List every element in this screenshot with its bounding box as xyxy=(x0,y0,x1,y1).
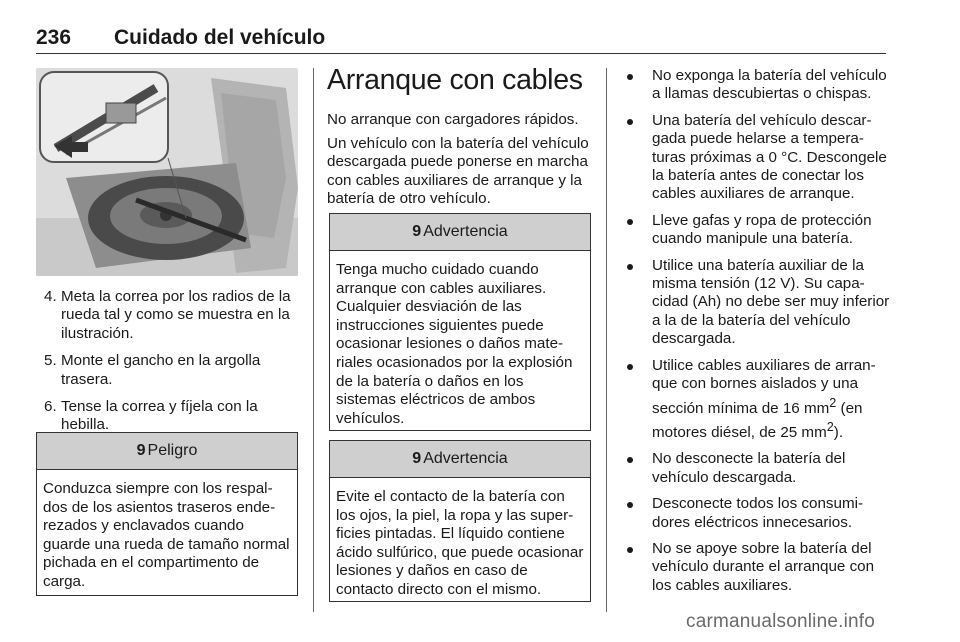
bullet-icon xyxy=(627,264,633,270)
bullet-icon xyxy=(627,457,633,463)
chapter-title: Cuidado del vehículo xyxy=(114,26,326,49)
superscript: 2 xyxy=(826,419,834,434)
bullet-icon xyxy=(627,219,633,225)
bullet-text: No se apoye sobre la batería del vehículo durante el arranque con los cables auxiliares. xyxy=(652,540,875,594)
list-item xyxy=(44,398,302,435)
bullet-text: Desconecte todos los consumidores eléctricos innecesarios. xyxy=(652,495,864,531)
warning-title: Advertencia xyxy=(423,450,508,467)
paragraph-no-fast-chargers: No arranque con cargadores rápidos. xyxy=(327,111,579,128)
bullet-text: Lleve gafas y ropa de protección cuando manipule una batería. xyxy=(652,211,872,248)
list-item xyxy=(620,540,890,595)
warning-title: Advertencia xyxy=(423,223,508,240)
list-item xyxy=(44,352,302,389)
paragraph-jump-start-intro: Un vehículo con la batería del vehículo descargada puede ponerse en marcha con cables auxiliares de arranque y la batería de otro vehículo. xyxy=(327,135,589,208)
bullet-text: Una batería del vehículo descargada puede helarse a temperaturas próximas a 0 °C. Descongele la batería antes de conectar los cables auxiliares de arranque. xyxy=(652,111,887,203)
section-title: Arranque con cables xyxy=(327,64,583,96)
bullet-text: No desconecte la batería del vehículo descargada. xyxy=(652,450,846,486)
step-number: 4. xyxy=(44,288,57,305)
list-item xyxy=(620,112,890,204)
bullet-text: Utilice una batería auxiliar de la misma tensión (12 V). Su capacidad (Ah) no debe ser muy inferior a la de la batería del vehículo descargada. xyxy=(652,256,890,348)
danger-text: Conduzca siempre con los respaldos de los asientos traseros enderezados y enclavados cuando guarde una rueda de tamaño normal pichada en el compartimento de carga. xyxy=(43,480,290,590)
spare-wheel-illustration xyxy=(36,68,298,276)
list-item xyxy=(620,257,890,349)
list-item xyxy=(620,67,890,104)
warning-icon: 9 xyxy=(136,442,146,459)
list-item xyxy=(620,357,890,443)
bullet-text-part: Utilice cables auxiliares de arranque con bornes aislados y una sección mínima de 16 mm xyxy=(652,356,876,417)
warning-icon: 9 xyxy=(412,450,422,467)
column-divider-2 xyxy=(606,68,607,612)
step-text: Monte el gancho en la argolla trasera. xyxy=(61,352,261,388)
bullet-text: No exponga la batería del vehículo a llamas descubiertas o chispas. xyxy=(652,67,887,103)
list-item xyxy=(44,288,302,343)
danger-box-header xyxy=(37,433,297,470)
warning-box-1 xyxy=(329,213,591,431)
cargo-area-photo xyxy=(36,68,298,276)
bullet-icon xyxy=(627,502,633,508)
watermark: carmanualsonline.info xyxy=(686,611,876,632)
bullet-icon xyxy=(627,119,633,125)
bullet-text-part: ). xyxy=(833,424,844,442)
bullet-icon xyxy=(627,74,633,80)
bullet-icon xyxy=(627,364,633,370)
warning-text: Tenga mucho cuidado cuando arranque con cables auxiliares. Cualquier desviación de las instrucciones siguientes puede ocasionar lesiones o daños materiales ocasionados por la explosión de la batería o daños en los sistemas eléctricos de ambos vehículos. xyxy=(336,261,573,427)
precaution-list xyxy=(620,67,890,603)
step-list xyxy=(44,288,302,444)
danger-title: Peligro xyxy=(147,442,198,459)
step-text: Meta la correa por los radios de la rueda tal y como se muestra en la ilustración. xyxy=(61,288,291,342)
list-item xyxy=(620,212,890,249)
bullet-icon xyxy=(627,547,633,553)
list-item xyxy=(620,450,890,487)
superscript: 2 xyxy=(829,395,837,410)
warning-box-2 xyxy=(329,440,591,602)
column-divider-1 xyxy=(313,68,314,612)
list-item xyxy=(620,495,890,532)
step-number: 5. xyxy=(44,352,57,370)
warning-box-header xyxy=(330,214,590,251)
step-text: Tense la correa y fíjela con la hebilla. xyxy=(61,398,258,434)
warning-icon: 9 xyxy=(412,223,422,240)
warning-text: Evite el contacto de la batería con los ojos, la piel, la ropa y las superficies pintadas. El líquido contiene ácido sulfúrico, que puede ocasionar lesiones y daños en caso de contacto directo con el mismo. xyxy=(336,488,584,598)
bullet-text-part: (en motores diésel, de 25 mm xyxy=(652,399,863,442)
warning-box-header xyxy=(330,441,590,478)
step-number: 6. xyxy=(44,398,57,416)
bullet-text xyxy=(652,357,876,441)
danger-box xyxy=(36,432,298,596)
page-number: 236 xyxy=(36,26,72,49)
page-header xyxy=(36,26,886,54)
